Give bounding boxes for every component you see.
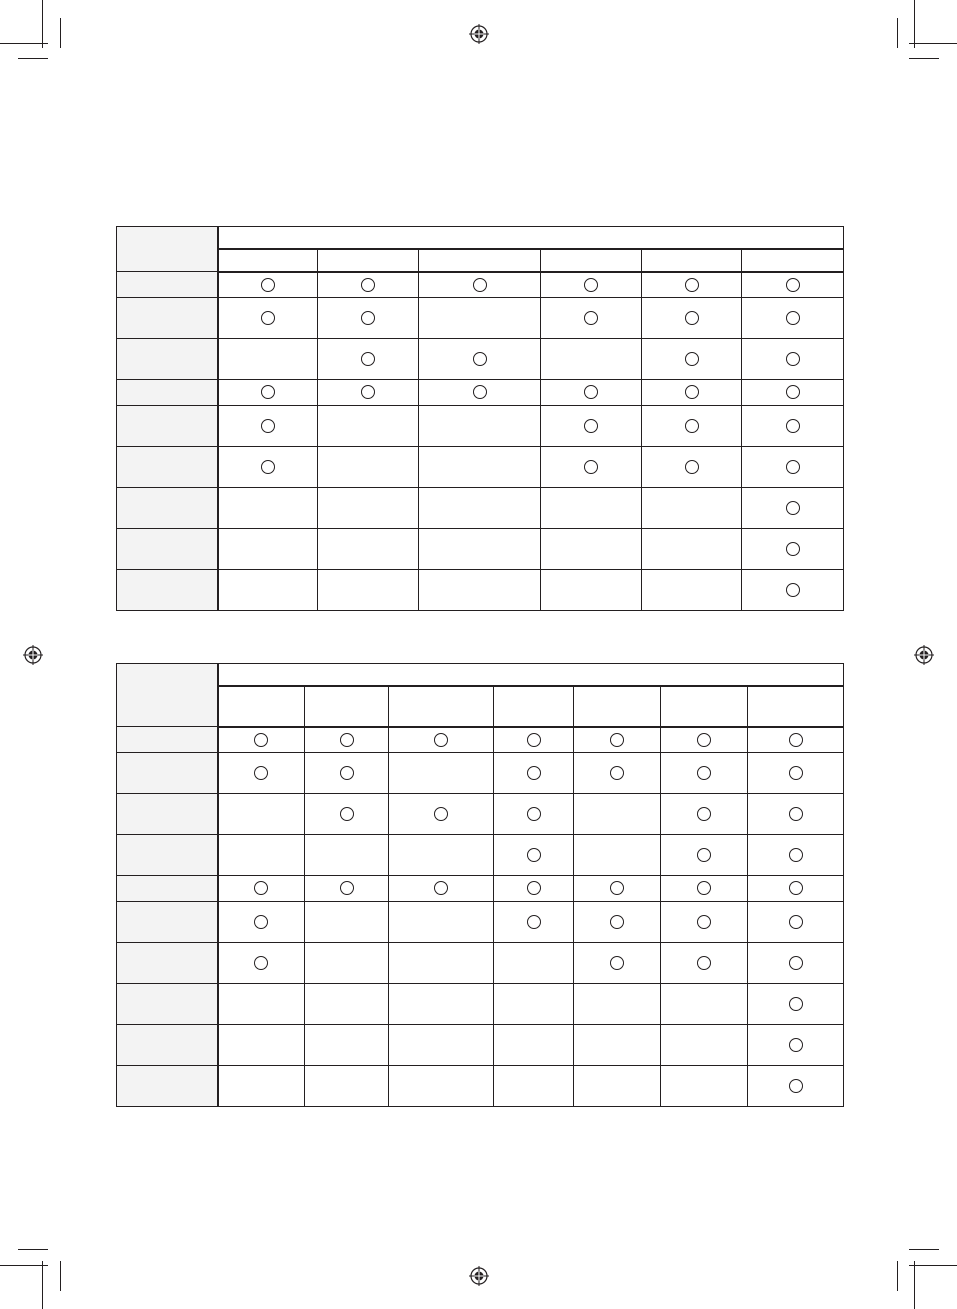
circle-icon — [697, 766, 711, 780]
table-cell — [419, 529, 541, 570]
table-row — [117, 570, 844, 611]
table-row — [117, 876, 844, 902]
circle-icon — [786, 460, 800, 474]
table-cell — [389, 1066, 494, 1107]
crop-mark — [60, 1261, 61, 1291]
table-cell — [305, 835, 389, 876]
table-cell — [661, 984, 748, 1025]
circle-icon — [685, 419, 699, 433]
row-header — [117, 876, 218, 902]
circle-icon — [697, 956, 711, 970]
table-cell — [742, 447, 844, 488]
table-row — [117, 902, 844, 943]
circle-icon — [584, 419, 598, 433]
table-cell — [419, 406, 541, 447]
table-cell — [748, 727, 844, 753]
table-cell — [541, 570, 642, 611]
crop-mark — [18, 58, 48, 59]
circle-icon — [789, 997, 803, 1011]
table-row — [117, 1025, 844, 1066]
circle-icon — [434, 881, 448, 895]
circle-icon — [584, 311, 598, 325]
circle-icon — [789, 848, 803, 862]
table-cell — [742, 406, 844, 447]
table-cell — [419, 488, 541, 529]
table-cell — [218, 794, 305, 835]
circle-icon — [527, 766, 541, 780]
table-cell — [574, 727, 661, 753]
table-cell — [305, 984, 389, 1025]
table-cell — [218, 984, 305, 1025]
table-cell — [494, 727, 574, 753]
circle-icon — [789, 733, 803, 747]
table-cell — [642, 298, 742, 339]
table-cell — [494, 984, 574, 1025]
table-row — [117, 380, 844, 406]
circle-icon — [685, 278, 699, 292]
column-header — [494, 686, 574, 727]
table-cell — [305, 727, 389, 753]
table-cell — [389, 1025, 494, 1066]
table-cell — [661, 794, 748, 835]
table-cell — [661, 943, 748, 984]
row-header — [117, 794, 218, 835]
row-header — [117, 753, 218, 794]
circle-icon — [789, 881, 803, 895]
row-header — [117, 272, 218, 298]
group-header — [218, 664, 844, 686]
crop-mark — [18, 1249, 48, 1250]
table-cell — [218, 1025, 305, 1066]
table-cell — [389, 984, 494, 1025]
crop-mark — [60, 18, 61, 48]
table-row — [117, 488, 844, 529]
table-cell — [494, 902, 574, 943]
circle-icon — [610, 766, 624, 780]
table-cell — [419, 298, 541, 339]
table-cell — [494, 943, 574, 984]
table-cell — [318, 298, 419, 339]
circle-icon — [361, 385, 375, 399]
table-cell — [661, 835, 748, 876]
table-cell — [218, 943, 305, 984]
table-cell — [318, 406, 419, 447]
circle-icon — [786, 278, 800, 292]
circle-icon — [786, 583, 800, 597]
column-header — [218, 686, 305, 727]
table-cell — [642, 406, 742, 447]
table-cell — [574, 984, 661, 1025]
registration-mark-icon — [469, 1266, 489, 1286]
circle-icon — [697, 733, 711, 747]
table-cell — [642, 339, 742, 380]
table-cell — [642, 529, 742, 570]
row-header — [117, 1066, 218, 1107]
circle-icon — [697, 915, 711, 929]
table-row — [117, 298, 844, 339]
circle-icon — [261, 419, 275, 433]
circle-icon — [434, 807, 448, 821]
table-cell — [305, 943, 389, 984]
column-header — [318, 249, 419, 272]
circle-icon — [786, 419, 800, 433]
circle-icon — [261, 278, 275, 292]
table-cell — [574, 1025, 661, 1066]
row-header — [117, 488, 218, 529]
row-header — [117, 529, 218, 570]
table-row — [117, 794, 844, 835]
crop-mark — [0, 43, 48, 44]
circle-icon — [685, 460, 699, 474]
table-row — [117, 835, 844, 876]
table-cell — [574, 1066, 661, 1107]
circle-icon — [340, 807, 354, 821]
crop-mark — [909, 1249, 939, 1250]
circle-icon — [340, 733, 354, 747]
column-header — [742, 249, 844, 272]
circle-icon — [697, 848, 711, 862]
table-cell — [574, 835, 661, 876]
table-row — [117, 943, 844, 984]
circle-icon — [361, 278, 375, 292]
table-cell — [541, 298, 642, 339]
table-cell — [305, 1025, 389, 1066]
row-header — [117, 835, 218, 876]
table-cell — [574, 753, 661, 794]
table-cell — [218, 727, 305, 753]
table-cell — [748, 753, 844, 794]
column-header — [661, 686, 748, 727]
crop-mark — [909, 1265, 957, 1266]
circle-icon — [610, 881, 624, 895]
table-cell — [494, 835, 574, 876]
circle-icon — [254, 956, 268, 970]
table-cell — [541, 339, 642, 380]
table-cell — [574, 876, 661, 902]
circle-icon — [254, 766, 268, 780]
row-header — [117, 727, 218, 753]
circle-icon — [340, 881, 354, 895]
table-cell — [389, 753, 494, 794]
table-cell — [494, 794, 574, 835]
table-row — [117, 339, 844, 380]
circle-icon — [685, 352, 699, 366]
table-cell — [742, 272, 844, 298]
table-row — [117, 1066, 844, 1107]
column-header — [574, 686, 661, 727]
table-cell — [218, 570, 318, 611]
circle-icon — [610, 956, 624, 970]
table-cell — [574, 902, 661, 943]
table-cell — [318, 272, 419, 298]
table-row — [117, 727, 844, 753]
circle-icon — [527, 848, 541, 862]
column-header — [305, 686, 389, 727]
crop-mark — [897, 1261, 898, 1291]
table-cell — [218, 902, 305, 943]
circle-icon — [340, 766, 354, 780]
table-cell — [494, 876, 574, 902]
table-cell — [318, 380, 419, 406]
row-header — [117, 943, 218, 984]
table-cell — [661, 1066, 748, 1107]
table-row — [117, 406, 844, 447]
crop-mark — [909, 43, 957, 44]
circle-icon — [254, 881, 268, 895]
circle-icon — [610, 915, 624, 929]
table-cell — [748, 984, 844, 1025]
table-cell — [748, 902, 844, 943]
table-cell — [305, 876, 389, 902]
crop-mark — [914, 1261, 915, 1309]
circle-icon — [786, 542, 800, 556]
table-cell — [748, 876, 844, 902]
table-cell — [218, 529, 318, 570]
table-cell — [661, 876, 748, 902]
circle-icon — [527, 881, 541, 895]
table-cell — [748, 835, 844, 876]
table-cell — [419, 380, 541, 406]
table-cell — [218, 339, 318, 380]
table-cell — [419, 339, 541, 380]
table-cell — [541, 529, 642, 570]
table-cell — [318, 339, 419, 380]
circle-icon — [789, 1038, 803, 1052]
table-cell — [742, 529, 844, 570]
circle-icon — [584, 278, 598, 292]
table-cell — [742, 380, 844, 406]
circle-icon — [789, 766, 803, 780]
table-cell — [742, 339, 844, 380]
table-cell — [218, 447, 318, 488]
circle-icon — [789, 1079, 803, 1093]
circle-icon — [786, 352, 800, 366]
circle-icon — [789, 956, 803, 970]
circle-icon — [361, 352, 375, 366]
registration-mark-icon — [914, 645, 934, 665]
table-cell — [541, 380, 642, 406]
circle-icon — [685, 385, 699, 399]
circle-icon — [685, 311, 699, 325]
table-cell — [494, 1025, 574, 1066]
table-cell — [494, 1066, 574, 1107]
table-cell — [541, 447, 642, 488]
circle-icon — [361, 311, 375, 325]
column-header — [419, 249, 541, 272]
table-cell — [574, 794, 661, 835]
table-cell — [419, 447, 541, 488]
table-cell — [218, 1066, 305, 1107]
column-header — [218, 249, 318, 272]
circle-icon — [527, 807, 541, 821]
table-cell — [389, 727, 494, 753]
table-row — [117, 447, 844, 488]
column-header — [642, 249, 742, 272]
table-cell — [642, 447, 742, 488]
circle-icon — [697, 807, 711, 821]
crop-mark — [0, 1265, 48, 1266]
table-cell — [748, 943, 844, 984]
table-cell — [742, 298, 844, 339]
table-cell — [389, 835, 494, 876]
circle-icon — [584, 460, 598, 474]
table-cell — [419, 570, 541, 611]
registration-mark-icon — [23, 645, 43, 665]
table-cell — [318, 488, 419, 529]
table-row — [117, 753, 844, 794]
row-header — [117, 339, 218, 380]
table-cell — [574, 943, 661, 984]
circle-icon — [527, 733, 541, 747]
circle-icon — [473, 352, 487, 366]
row-header — [117, 447, 218, 488]
crop-mark — [909, 58, 939, 59]
table-cell — [494, 753, 574, 794]
circle-icon — [261, 385, 275, 399]
row-header — [117, 570, 218, 611]
table-cell — [742, 570, 844, 611]
table-cell — [305, 1066, 389, 1107]
table-cell — [305, 753, 389, 794]
circle-icon — [584, 385, 598, 399]
circle-icon — [697, 881, 711, 895]
table-cell — [389, 943, 494, 984]
circle-icon — [261, 311, 275, 325]
table-cell — [748, 1066, 844, 1107]
table-cell — [318, 447, 419, 488]
table-cell — [748, 794, 844, 835]
table-row — [117, 984, 844, 1025]
circle-icon — [527, 915, 541, 929]
circle-icon — [786, 501, 800, 515]
circle-icon — [789, 915, 803, 929]
crop-mark — [914, 0, 915, 48]
row-header — [117, 1025, 218, 1066]
crop-mark — [42, 0, 43, 48]
row-header — [117, 298, 218, 339]
table-cell — [218, 753, 305, 794]
table-cell — [318, 529, 419, 570]
table-cell — [218, 876, 305, 902]
row-header — [117, 902, 218, 943]
row-header — [117, 984, 218, 1025]
table-cell — [389, 876, 494, 902]
table-row — [117, 272, 844, 298]
crop-mark — [42, 1261, 43, 1309]
column-header — [541, 249, 642, 272]
corner-header — [117, 227, 218, 272]
circle-icon — [254, 915, 268, 929]
table-cell — [661, 1025, 748, 1066]
table-cell — [748, 1025, 844, 1066]
group-header — [218, 227, 844, 249]
table-cell — [661, 727, 748, 753]
circle-icon — [261, 460, 275, 474]
table-cell — [218, 298, 318, 339]
table-cell — [642, 380, 742, 406]
column-header — [748, 686, 844, 727]
column-header — [389, 686, 494, 727]
table-cell — [318, 570, 419, 611]
registration-mark-icon — [469, 24, 489, 44]
table-cell — [218, 488, 318, 529]
compatibility-table-1 — [116, 226, 844, 611]
table-cell — [218, 380, 318, 406]
table-cell — [642, 570, 742, 611]
table-cell — [389, 902, 494, 943]
table-cell — [661, 753, 748, 794]
row-header — [117, 380, 218, 406]
table-cell — [642, 488, 742, 529]
circle-icon — [434, 733, 448, 747]
table-cell — [419, 272, 541, 298]
circle-icon — [786, 385, 800, 399]
row-header — [117, 406, 218, 447]
table-cell — [541, 488, 642, 529]
circle-icon — [473, 385, 487, 399]
table-row — [117, 529, 844, 570]
table-cell — [305, 902, 389, 943]
table-cell — [218, 406, 318, 447]
table-cell — [218, 835, 305, 876]
circle-icon — [473, 278, 487, 292]
table-cell — [305, 794, 389, 835]
table-cell — [742, 488, 844, 529]
circle-icon — [254, 733, 268, 747]
crop-mark — [897, 18, 898, 48]
table-cell — [218, 272, 318, 298]
compatibility-table-2 — [116, 663, 844, 1107]
circle-icon — [786, 311, 800, 325]
circle-icon — [789, 807, 803, 821]
circle-icon — [610, 733, 624, 747]
table-cell — [661, 902, 748, 943]
table-cell — [541, 272, 642, 298]
corner-header — [117, 664, 218, 727]
table-cell — [541, 406, 642, 447]
table-cell — [389, 794, 494, 835]
table-cell — [642, 272, 742, 298]
